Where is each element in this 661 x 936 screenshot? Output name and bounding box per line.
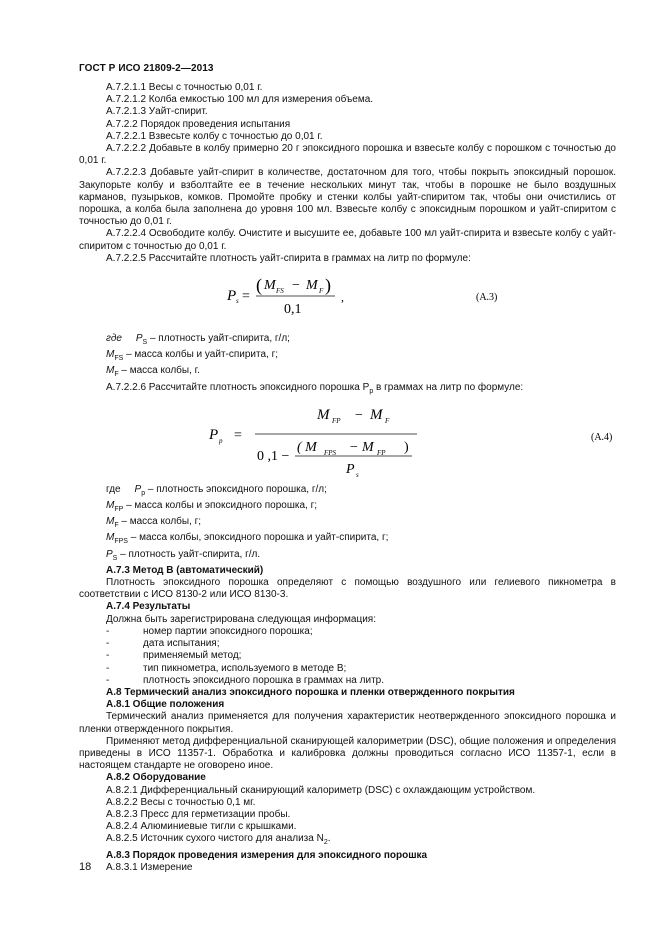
list-item — [79, 626, 616, 638]
where-subscript: F — [114, 522, 119, 530]
paragraph: А.8.2.3 Пресс для герметизации пробы. — [106, 808, 291, 820]
paragraph: А.8.2.4 Алюминиевые тигли с крышками. — [106, 821, 297, 833]
paragraph: А.7.2.2 Порядок проведения испытания — [106, 118, 291, 130]
list-item — [79, 663, 616, 675]
where-item — [106, 333, 616, 349]
formula-subscript: p — [219, 436, 223, 445]
list-dash: - — [106, 674, 110, 686]
where-subscript: FPS — [114, 538, 128, 546]
document-body — [79, 82, 616, 874]
paragraph-text: А.8.2.5 Источник сухого чистого для анализа N — [106, 833, 324, 845]
paragraph: А.8.3.1 Измерение — [106, 861, 193, 873]
formula-symbol: M — [370, 406, 383, 423]
where-symbol: M — [106, 516, 115, 528]
where-symbol: M — [106, 365, 115, 377]
paragraph: Должна быть зарегистрирована следующая информация: — [106, 613, 376, 625]
paragraph: Плотность эпоксидного порошка определяют с помощью воздушного или гелиевого пикнометра в соответствии с ИСО 8130-2 или ИСО 8130-3. — [79, 577, 616, 601]
formula-denominator: ) — [404, 439, 409, 455]
where-item — [106, 349, 616, 365]
paragraph: А.7.2.2.3 Добавьте уайт-спирит в количестве, достаточном для того, чтобы покрыть эпоксидный порошок. Закупорьте колбу и взболтайте ее в течение нескольких минут так, чтобы в порошке не было воздушных карманов, пузырьков, комков. Промойте пробку и стенки колбы уайт-спиритом так, чтобы они очистились от порошка, а колба была заполнена до уровня 100 мл. Взвесьте колбу с эпоксидным порошком и уайт-спиритом с точностью до 0,01 г. — [79, 167, 616, 228]
formula-number: (А.4) — [591, 431, 613, 443]
section-title: А.8 Термический анализ эпоксидного порошка и пленки отвержденного покрытия — [106, 686, 515, 698]
formula-denominator: ( M — [297, 439, 317, 455]
where-item — [106, 549, 616, 565]
paragraph: Применяют метод дифференциальной сканирующей калориметрии (DSC), общие положения и определения приведены в ИСО 11357-1. Обработка и калибровка должны проводиться согласно ИСО 11357-1, если в настоящем стандарте не оговорено иное. — [79, 735, 616, 772]
formula-symbol: M — [264, 278, 276, 294]
where-symbol: P — [135, 333, 143, 345]
list-item — [79, 638, 616, 650]
formula-subscript: F — [319, 287, 324, 296]
section-title: А.8.1 Общие положения — [106, 699, 225, 711]
formula-comma: , — [341, 290, 344, 305]
list-item — [79, 650, 616, 662]
formula-subscript: F — [385, 416, 390, 425]
formula-a4 — [79, 398, 616, 482]
paragraph: А.7.2.2.5 Рассчитайте плотность уайт-спирита в граммах на литр по формуле: — [106, 252, 471, 264]
formula-a4-graphic — [79, 398, 616, 482]
paragraph: А.7.2.1.3 Уайт-спирит. — [106, 106, 208, 118]
paragraph: А.8.2.1 Дифференциальный сканирующий калориметр (DSC) с охлаждающим устройством. — [106, 784, 536, 796]
formula-subscript: FP — [332, 416, 341, 425]
list-text: плотность эпоксидного порошка в граммах на литр. — [143, 674, 384, 686]
formula-subscript: s — [356, 470, 359, 479]
formula-subscript: s — [236, 297, 239, 306]
where-symbol: P — [106, 548, 113, 560]
page-number: 18 — [79, 861, 92, 873]
formula-minus: − — [355, 407, 363, 423]
formula-paren: ( — [256, 275, 262, 296]
where-block-a4 — [79, 484, 616, 565]
where-word: где — [106, 333, 122, 345]
where-item — [106, 484, 616, 500]
where-text: – масса колбы и эпоксидного порошка, г; — [123, 500, 318, 512]
where-text: – масса колбы, г. — [118, 365, 200, 377]
formula-paren: ) — [325, 275, 331, 296]
paragraph: Термический анализ применяется для получения характеристик неотвержденного эпоксидного порошка и пленки отвержденного покрытия. — [79, 711, 616, 735]
formula-a3 — [79, 265, 616, 325]
formula-symbol: P — [227, 288, 237, 305]
where-subscript: S — [112, 554, 118, 562]
section-title: А.7.4 Результаты — [106, 601, 191, 613]
subscript: p — [369, 387, 374, 395]
where-text: – плотность эпоксидного порошка, г/л; — [145, 483, 327, 495]
paragraph-text: в граммах на литр по формуле: — [373, 381, 524, 393]
formula-subscript: FS — [276, 287, 284, 296]
section-title: А.7.3 Метод В (автоматический) — [106, 564, 264, 576]
formula-symbol: M — [317, 406, 330, 423]
paragraph: А.8.2.2 Весы с точностью 0,1 мг. — [106, 796, 256, 808]
where-text: – плотность уайт-спирита, г/л. — [117, 548, 261, 560]
where-item — [106, 516, 616, 532]
standard-header: ГОСТ Р ИСО 21809-2—2013 — [79, 63, 214, 74]
paragraph: А.7.2.2.1 Взвесьте колбу с точностью до 0,01 г. — [106, 130, 323, 142]
where-word: где — [106, 483, 121, 495]
paragraph: А.7.2.1.2 Колба емкостью 100 мл для измерения объема. — [106, 94, 374, 106]
list-dash: - — [106, 638, 110, 650]
paragraph: А.7.2.2.2 Добавьте в колбу примерно 20 г эпоксидного порошка и взвесьте колбу с порошком с точностью до 0,01 г. — [79, 143, 616, 167]
paragraph: А.7.2.1.1 Весы с точностью 0,01 г. — [106, 82, 263, 93]
paragraph — [79, 833, 616, 849]
formula-equals: = — [242, 289, 250, 305]
list-text: тип пикнометра, используемого в методе В; — [143, 662, 347, 674]
where-symbol: P — [134, 483, 142, 495]
formula-a3-graphic — [79, 265, 616, 325]
where-symbol: M — [106, 349, 115, 361]
list-dash: - — [106, 650, 110, 662]
where-subscript: FP — [114, 506, 124, 514]
formula-subscript: FPS — [324, 448, 337, 457]
where-item — [106, 500, 616, 516]
formula-denominator: 0,1 — [284, 302, 302, 318]
list-text: номер партии эпоксидного порошка; — [143, 625, 313, 637]
formula-denominator: 0 ,1 − — [257, 448, 290, 464]
formula-symbol: P — [346, 461, 355, 477]
paragraph-text: А.7.2.2.6 Рассчитайте плотность эпоксидного порошка P — [106, 381, 370, 393]
where-text: – масса колбы, г; — [118, 516, 202, 528]
where-subscript: S — [142, 339, 148, 347]
where-subscript: p — [141, 489, 146, 497]
where-subscript: F — [114, 371, 119, 379]
section-title: А.8.3 Порядок проведения измерения для эпоксидного порошка — [106, 849, 428, 861]
formula-equals: = — [234, 427, 242, 443]
subscript: 2 — [323, 839, 328, 847]
formula-number: (А.3) — [476, 292, 498, 304]
formula-symbol: M — [306, 278, 318, 294]
list-text: применяемый метод; — [143, 650, 242, 662]
where-item — [106, 365, 616, 381]
list-item — [79, 675, 616, 687]
list-dash: - — [106, 625, 110, 637]
formula-denominator: − M — [349, 439, 374, 455]
where-text: – плотность уайт-спирита, г/л; — [147, 333, 290, 345]
paragraph — [79, 382, 616, 398]
where-symbol: M — [106, 500, 115, 512]
where-item — [106, 532, 616, 548]
paragraph: А.7.2.2.4 Освободите колбу. Очистите и высушите ее, добавьте 100 мл уайт-спирита и взвесьте колбу с уайт-спиритом с точностью до 0,01 г. — [79, 228, 616, 252]
where-text: – масса колбы, эпоксидного порошка и уайт-спирита, г; — [127, 532, 389, 544]
list-dash: - — [106, 662, 110, 674]
where-block-a3 — [79, 333, 616, 382]
formula-symbol: P — [209, 426, 219, 443]
where-text: – масса колбы и уайт-спирита, г; — [123, 349, 279, 361]
where-subscript: FS — [114, 355, 124, 363]
formula-minus: − — [292, 278, 300, 294]
section-title: А.8.2 Оборудование — [106, 772, 206, 784]
where-symbol: M — [106, 532, 115, 544]
list-text: дата испытания; — [143, 638, 220, 650]
formula-subscript: FP — [377, 448, 386, 457]
paragraph-text: . — [327, 833, 331, 845]
